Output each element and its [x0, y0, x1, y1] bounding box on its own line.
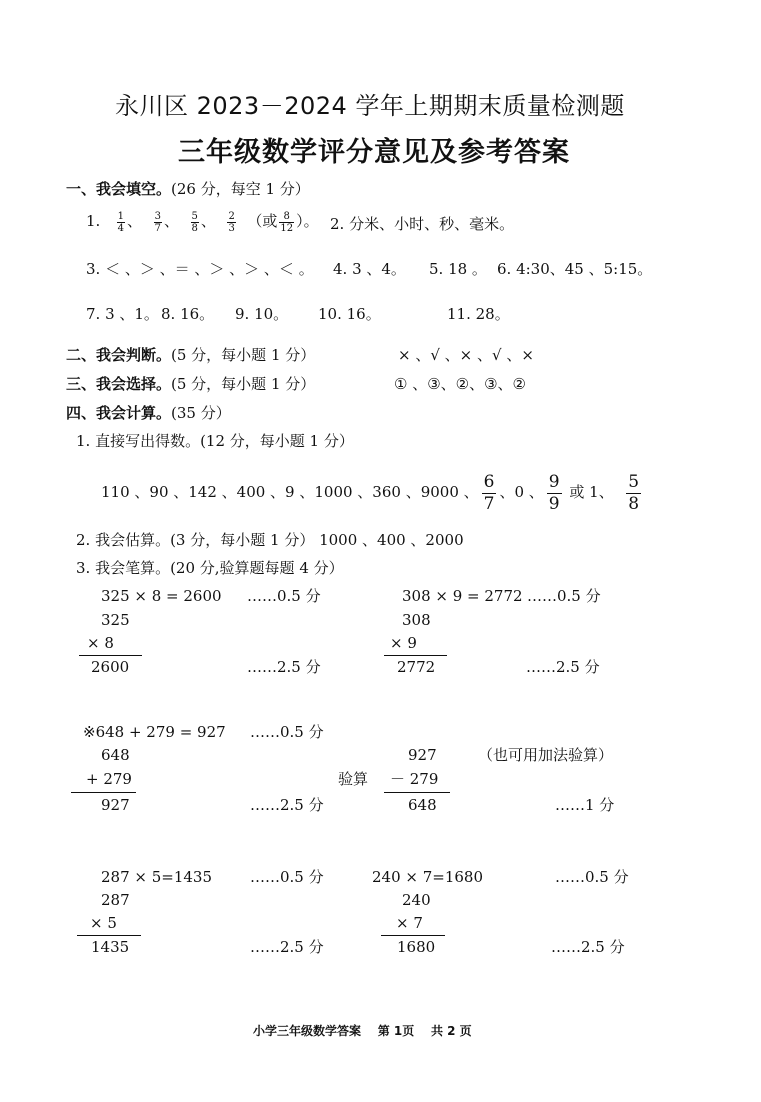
calc-6-score-2: ……2.5 分 — [551, 938, 625, 956]
section-4-note: (35 分） — [171, 404, 231, 422]
q4-answer: 4. 3 、4。 — [333, 260, 406, 278]
q11-answer: 11. 28。 — [447, 305, 510, 323]
calc-5-score-1: ……0.5 分 — [250, 868, 324, 886]
part-1-or: 或 1、 — [569, 483, 614, 501]
calc-3-result: 927 — [101, 796, 130, 814]
q9-answer: 9. 10。 — [235, 305, 289, 323]
calc-5-multiplier: × 5 — [90, 914, 117, 932]
calc-1-multiplier: × 8 — [87, 634, 114, 652]
section-1-title: 一、我会填空。 — [66, 180, 172, 198]
q6-answer: 6. 4:30、45 、5:15。 — [497, 260, 653, 278]
calc-2-score-1: ……0.5 分 — [527, 587, 601, 605]
section-2-heading — [66, 346, 315, 364]
q3-answer: 3. ＜ 、＞ 、＝ 、＞ 、＞ 、＜ 。 — [86, 260, 314, 278]
section-3-note: (5 分，每小题 1 分） — [171, 375, 316, 393]
part-1-frac-3: $\frac{5}{8}$ — [628, 471, 640, 514]
q2-answer: 2. 分米、小时、秒、毫米。 — [330, 215, 515, 233]
calc-6-top: 240 — [402, 891, 431, 909]
calc-1-top: 325 — [101, 611, 130, 629]
q1-frac-4: $\frac{2}{3}$ — [228, 210, 235, 234]
q1-frac-2: $\frac{3}{7}$ — [154, 210, 161, 234]
q7-answer: 7. 3 、1。 — [86, 305, 159, 323]
calc-4-subtrahend: － 279 — [390, 770, 439, 788]
q1-frac-1: $\frac{1}{4}$ — [117, 210, 124, 234]
calc-4-result: 648 — [408, 796, 437, 814]
part-1-label: 1. 直接写出得数。(12 分，每小题 1 分） — [76, 432, 354, 450]
calc-3-addend: + 279 — [86, 770, 132, 788]
part-3-label: 3. 我会笔算。(20 分,验算题每题 4 分） — [76, 559, 344, 577]
calc-3-score-2: ……2.5 分 — [250, 796, 324, 814]
calc-2-multiplier: × 9 — [390, 634, 417, 652]
calc-5-top: 287 — [101, 891, 130, 909]
calc-1-result: 2600 — [91, 658, 130, 676]
section-1-note: (26 分，每空 1 分） — [171, 180, 310, 198]
calc-3-score-1: ……0.5 分 — [250, 723, 324, 741]
calc-2-top: 308 — [402, 611, 431, 629]
page-footer: 小学三年级数学答案 第 1页 共 2 页 — [253, 1024, 472, 1038]
calc-4-note: （也可用加法验算） — [478, 746, 614, 764]
calc-2-score-2: ……2.5 分 — [526, 658, 600, 676]
section-3-answer: ① 、③、②、③、② — [394, 375, 527, 393]
calc-5-rule — [77, 935, 141, 936]
q8-answer: 8. 16。 — [161, 305, 215, 323]
part-1-frac-1: $\frac{6}{7}$ — [483, 471, 495, 514]
calc-1-rule — [79, 655, 142, 656]
q1-alt-close: ）。 — [296, 212, 319, 230]
q10-answer: 10. 16。 — [318, 305, 381, 323]
calc-3-equation: ※648 + 279 = 927 — [83, 723, 226, 741]
q1-answer: 1. $\frac{1}{4}$ 、 $\frac{3}{7}$ 、 $\frac{5}{8}$ 、 $\frac{2}{3}$ （或 $\frac{8}{12}$ ）。 — [86, 210, 319, 234]
page-title: 永川区 2023－2024 学年上期期末质量检测题 — [115, 92, 625, 120]
section-3-title: 三、我会选择。 — [66, 375, 172, 393]
calc-2-equation: 308 × 9 = 2772 — [402, 587, 523, 605]
calc-1-score-2: ……2.5 分 — [247, 658, 321, 676]
q1-frac-3: $\frac{5}{8}$ — [191, 210, 198, 234]
q5-answer: 5. 18 。 — [429, 260, 487, 278]
calc-4-rule — [384, 792, 450, 793]
section-3-heading — [66, 375, 315, 393]
calc-4-top: 927 — [408, 746, 437, 764]
calc-4-check-label: 验算 — [338, 770, 369, 788]
part-2-answer: 2. 我会估算。(3 分，每小题 1 分） 1000 、400 、2000 — [76, 531, 464, 549]
q1-alt-frac: $\frac{8}{12}$ — [280, 210, 294, 234]
calc-2-rule — [384, 655, 447, 656]
calc-6-equation: 240 × 7=1680 — [372, 868, 484, 886]
section-2-title: 二、我会判断。 — [66, 346, 172, 364]
section-4-title: 四、我会计算。 — [66, 404, 172, 422]
section-4-heading — [66, 404, 231, 422]
section-2-note: (5 分，每小题 1 分） — [171, 346, 316, 364]
calc-6-score-1: ……0.5 分 — [555, 868, 629, 886]
calc-2-result: 2772 — [397, 658, 436, 676]
q1-alt-open: （或 — [247, 212, 278, 230]
section-1-heading — [66, 180, 310, 198]
calc-3-top: 648 — [101, 746, 130, 764]
page-subtitle: 三年级数学评分意见及参考答案 — [178, 137, 570, 168]
part-1-mid: 、0 、 — [499, 483, 544, 501]
calc-6-multiplier: × 7 — [396, 914, 423, 932]
calc-1-score-1: ……0.5 分 — [247, 587, 321, 605]
calc-6-rule — [381, 935, 445, 936]
calc-1-equation: 325 × 8 = 2600 — [101, 587, 222, 605]
section-2-answer: × 、√ 、× 、√ 、× — [398, 346, 534, 364]
part-1-frac-2: $\frac{9}{9}$ — [548, 471, 560, 514]
calc-5-score-2: ……2.5 分 — [250, 938, 324, 956]
calc-5-result: 1435 — [91, 938, 130, 956]
part-1-answer — [101, 468, 644, 516]
calc-4-score: ……1 分 — [555, 796, 615, 814]
calc-5-equation: 287 × 5=1435 — [101, 868, 213, 886]
part-1-values: 110 、90 、142 、400 、9 、1000 、360 、9000 、 — [101, 483, 479, 501]
calc-3-rule — [71, 792, 136, 793]
q1-number: 1. — [86, 212, 101, 230]
calc-6-result: 1680 — [397, 938, 436, 956]
